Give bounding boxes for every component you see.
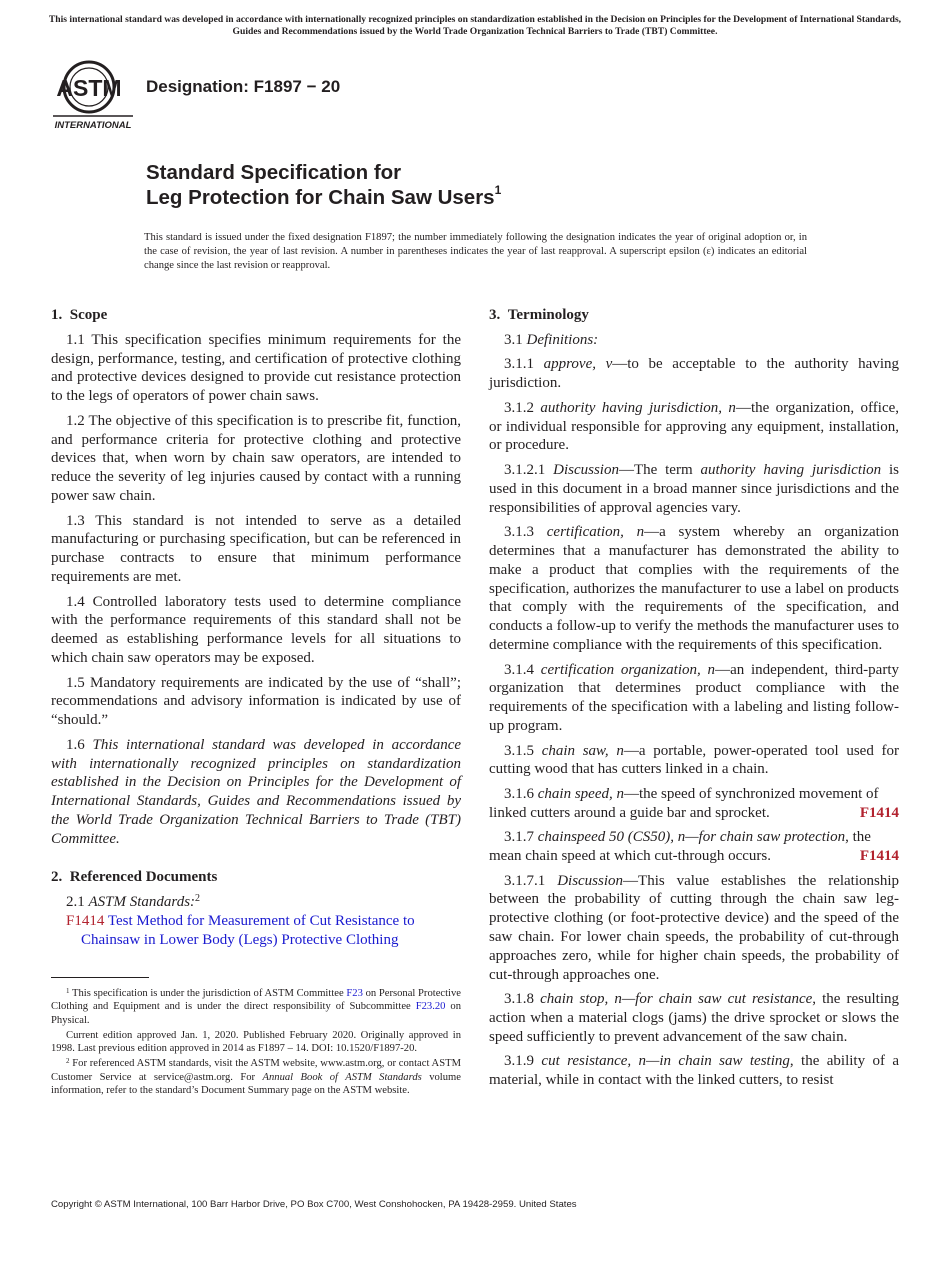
logo-subtext: INTERNATIONAL xyxy=(54,120,132,131)
title-line-1: Standard Specification for xyxy=(146,161,402,184)
scope-heading: 1. Scope xyxy=(51,307,108,323)
term-chainspeed-50: 3.1.7 chainspeed 50 (CS50), n—for chain saw protection, the mean chain speed at which cut-through occurs. F1414 xyxy=(489,829,899,865)
top-notice: This international standard was developed in accordance with internationally recognized principles on standardization established in the Decision on Principles for the Development of International Standards, Guides and Recommendations issued by the World Trade Organization Technical Barriers to Trade (TBT) Committee. xyxy=(48,14,902,37)
document-title xyxy=(146,160,501,210)
citation-f1414[interactable]: F1414 xyxy=(859,848,899,865)
reference-code[interactable]: F1414 xyxy=(66,912,105,929)
section-1-3: 1.3 This standard is not intended to serve as a detailed manufacturing or purchasing specification, but can be referenced in purchase contracts to ensure that minimum performance requirements are met. xyxy=(51,512,461,585)
term-chain-speed: 3.1.6 chain speed, n—the speed of synchronized movement of linked cutters around a guide bar and sprocket. F1414 xyxy=(489,785,899,821)
designation-label: Designation: xyxy=(146,77,254,96)
designation xyxy=(146,77,340,97)
term-chain-stop: 3.1.8 chain stop, n—for chain saw cut resistance, the resulting action when a material clogs (jams) the drive sprocket or slows the speed sufficiently to prevent advancement of the saw chain. xyxy=(489,991,899,1045)
logo-letters: ASTM xyxy=(56,75,122,101)
term-authority-having-jurisdiction: 3.1.2 authority having jurisdiction, n—the organization, office, or individual responsible for approving any equipment, installation, or procedure. xyxy=(489,399,900,454)
right-column xyxy=(489,306,899,1096)
section-1-6: 1.6 This international standard was developed in accordance with internationally recognized principles on standardization established in the Decision on Principles for the Development of International Standards, Guides and Recommendations issued by the World Trade Organization Technical Barriers to Trade (TBT) Committee. xyxy=(51,736,462,847)
footnote-rule xyxy=(51,977,149,978)
footnote-1: $^1$ This specification is under the jurisdiction of ASTM Committee F23 on Personal Protective Clothing and Equipment and is under the direct responsibility of Subcommittee F23.20 on Physical. xyxy=(51,987,461,1026)
footnote-2: $^2$ For referenced ASTM standards, visit the ASTM website, www.astm.org, or contact ASTM Customer Service at service@astm.org. For Annual Book of ASTM Standards volume information, refer to the standard’s Document Summary page on the ASTM website. xyxy=(51,1057,461,1097)
section-1-4: 1.4 Controlled laboratory tests used to determine compliance with the performance requirements of this standard shall not be deemed as establishing performance levels for all situations to which chain saw operators may be exposed. xyxy=(51,593,461,666)
section-1-2: 1.2 The objective of this specification is to prescribe fit, function, and performance criteria for protective clothing and protective devices that, when worn by chain saw operators, are intended to reduce the severity of leg injuries caused by contact with a running power saw chain. xyxy=(51,412,461,504)
term-chain-saw: 3.1.5 chain saw, n—a portable, power-operated tool used for cutting wood that has cutters linked in a chain. xyxy=(489,742,899,778)
title-footnote-mark: 1 xyxy=(494,183,502,197)
footnote-1-edition: Current edition approved Jan. 1, 2020. Published February 2020. Originally approved in 1998. Last previous edition approved in 2014 as F1897 – 14. DOI: 10.1520/F1897-20. xyxy=(51,1029,461,1055)
subcommittee-f23-20-link[interactable]: F23.20 xyxy=(415,1001,446,1013)
reference-f1414[interactable] xyxy=(51,912,461,950)
footnotes xyxy=(51,987,461,1099)
term-approve: 3.1.1 approve, v—to be acceptable to the authority having jurisdiction. xyxy=(489,356,899,392)
title-line-2: Leg Protection for Chain Saw Users xyxy=(146,186,495,209)
reference-title-link[interactable]: Test Method for Measurement of Cut Resistance to Chainsaw in Lower Body (Legs) Protective Clothing xyxy=(81,912,415,948)
referenced-documents-heading: 2. Referenced Documents xyxy=(51,869,218,886)
astm-international-logo xyxy=(53,56,135,132)
discussion-3-1-7-1: 3.1.7.1 Discussion—This value establishes the relationship between the probability of cutting through the chain saw leg-protective clothing (or foot-protective device) and the speed of the saw chain. For lower chain speeds, the probability of cut-through approaches zero, while for higher chain speeds, the probability of cut-through approaches one. xyxy=(489,872,900,983)
section-2-1: 2.1 ASTM Standards:$^2$ xyxy=(66,893,201,911)
terminology-heading: 3. Terminology xyxy=(489,307,589,323)
copyright-notice: Copyright © ASTM International, 100 Barr Harbor Drive, PO Box C700, West Conshohocken, PA 19428-2959. United States xyxy=(51,1199,577,1210)
left-column xyxy=(51,306,461,949)
section-1-5: 1.5 Mandatory requirements are indicated by the use of “shall”; recommendations and advisory information is indicated by use of “should.” xyxy=(51,674,461,729)
discussion-3-1-2-1: 3.1.2.1 Discussion—The term authority having jurisdiction is used in this document in a broad manner since jurisdictions and the responsibilities of approval agencies vary. xyxy=(489,461,900,516)
section-1-1: 1.1 This specification specifies minimum requirements for the design, performance, testing, and certification of protective clothing and protective devices designed to provide cut resistance protection to the legs of operators of power chain saws. xyxy=(51,331,461,405)
issuance-statement: This standard is issued under the fixed designation F1897; the number immediately following the designation indicates the year of original adoption or, in the case of revision, the year of last revision. A number in parentheses indicates the year of last reapproval. A superscript epsilon (ε) indicates an editorial change since the last revision or reapproval. xyxy=(144,232,807,271)
term-cut-resistance: 3.1.9 cut resistance, n—in chain saw testing, the ability of a material, while in contact with the linked cutters, to resist xyxy=(489,1053,900,1089)
term-certification-organization: 3.1.4 certification organization, n—an independent, third-party organization that determines product compliance with the requirements of the specification with a labeling and listing follow-up program. xyxy=(489,661,899,734)
section-3-1: 3.1 Definitions: xyxy=(504,331,599,348)
citation-f1414[interactable]: F1414 xyxy=(859,804,899,821)
term-certification: 3.1.3 certification, n—a system whereby an organization determines that a manufacturer has demonstrated the ability to make a product that complies with the requirements of the specification, authorizes the manufacturer to use a label on products that comply with the requirements of the specification, and conducts a follow-up to verify the methods the manufacturer uses to determine compliance with the requirements of this specification. xyxy=(489,524,899,653)
committee-f23-link[interactable]: F23 xyxy=(346,988,363,999)
designation-number: F1897 − 20 xyxy=(253,77,341,96)
